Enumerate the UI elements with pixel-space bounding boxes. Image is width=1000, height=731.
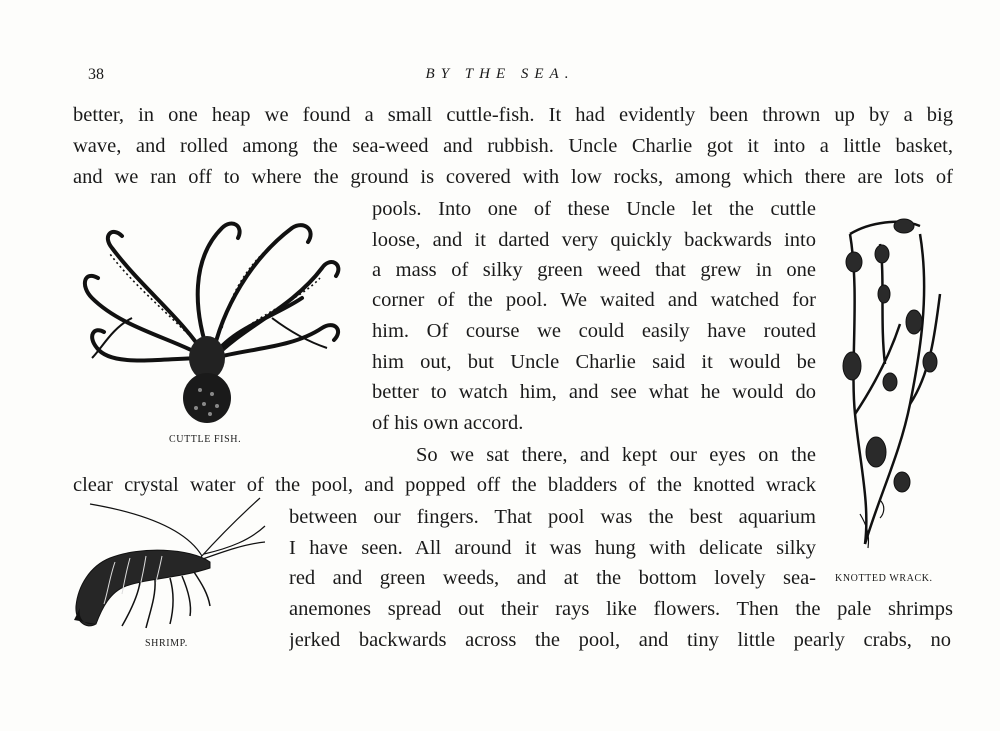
shrimp-caption: SHRIMP. xyxy=(145,638,188,649)
text-line: I have seen. All around it was hung with delicate silky xyxy=(289,537,816,559)
shrimp-illustration xyxy=(70,496,270,636)
cuttle-fish-caption: CUTTLE FISH. xyxy=(169,434,242,445)
text-line: better, in one heap we found a small cuttle-fish. It had evidently been thrown up by a big xyxy=(73,104,953,126)
text-line: So we sat there, and kept our eyes on the xyxy=(416,444,816,466)
text-line: of his own accord. xyxy=(372,412,524,434)
text-line: clear crystal water of the pool, and popped off the bladders of the knotted wrack xyxy=(73,474,816,496)
running-head: BY THE SEA. xyxy=(425,66,575,82)
text-line: pools. Into one of these Uncle let the cuttle xyxy=(372,198,816,220)
text-line: red and green weeds, and at the bottom lovely sea- xyxy=(289,567,816,589)
text-line: jerked backwards across the pool, and tiny little pearly crabs, no xyxy=(289,629,951,651)
text-line: a mass of silky green weed that grew in one xyxy=(372,259,816,281)
text-line: him. Of course we could easily have routed xyxy=(372,320,816,342)
knotted-wrack-caption: KNOTTED WRACK. xyxy=(835,573,933,584)
cuttle-fish-illustration xyxy=(72,208,352,428)
text-line: wave, and rolled among the sea-weed and rubbish. Uncle Charlie got it into a little basket, xyxy=(73,135,953,157)
text-line: better to watch him, and see what he would do xyxy=(372,381,816,403)
text-line: and we ran off to where the ground is covered with low rocks, among which there are lots of xyxy=(73,166,953,188)
text-line: corner of the pool. We waited and watched for xyxy=(372,289,816,311)
text-line: him out, but Uncle Charlie said it would be xyxy=(372,351,816,373)
text-line: loose, and it darted very quickly backwards into xyxy=(372,229,816,251)
text-line: anemones spread out their rays like flowers. Then the pale shrimps xyxy=(289,598,953,620)
knotted-wrack-illustration xyxy=(840,214,950,570)
text-line: between our fingers. That pool was the best aquarium xyxy=(289,506,816,528)
page-number: 38 xyxy=(88,66,104,83)
